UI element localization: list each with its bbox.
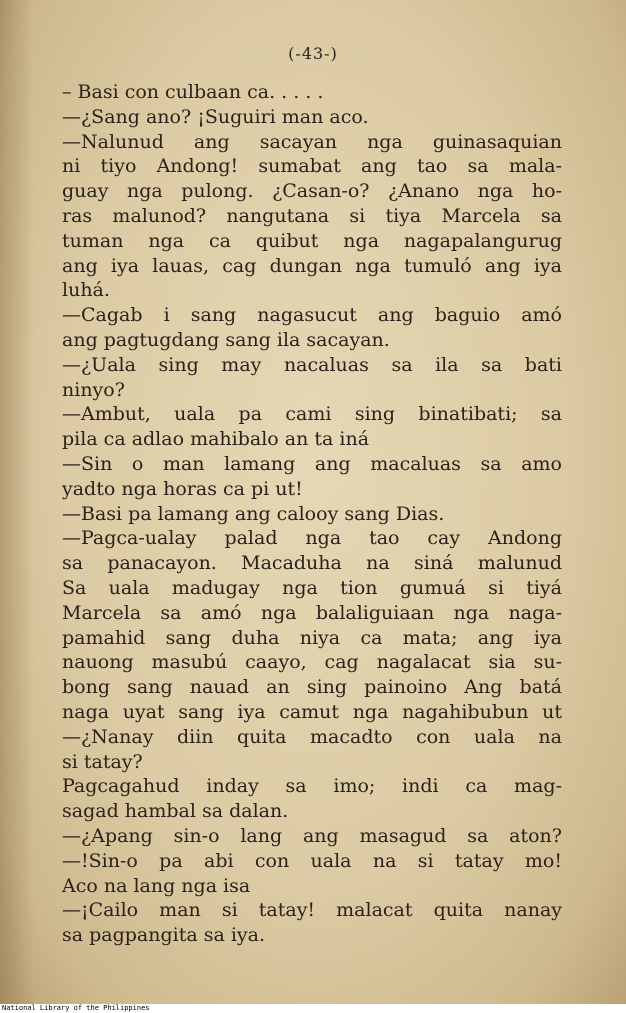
- text-line: yadto nga horas ca pi ut!: [62, 477, 303, 500]
- text-line: naga uyat sang iya camut nga nagahibubun ut: [62, 700, 562, 723]
- text-line: Marcela sa amó nga balaliguiaan nga naga-: [62, 601, 562, 624]
- text-line: – Basi con culbaan ca. . . . .: [62, 81, 324, 103]
- text-line: —Nalunud ang sacayan nga guinasaquian: [62, 130, 562, 153]
- text-line: Pagcagahud inday sa imo; indi ca mag-: [62, 775, 562, 798]
- page-number: (-43-): [288, 44, 338, 63]
- text-line: pila ca adlao mahibalo an ta iná: [62, 428, 370, 451]
- text-line: —Ambut, uala pa cami sing binatibati; sa: [62, 403, 562, 426]
- text-line: sa panacayon. Macaduha na siná malunud: [62, 552, 562, 575]
- text-line: —¿Sang ano? ¡Suguiri man aco.: [62, 105, 369, 128]
- footer-credit: National Library of the Philippines: [2, 1004, 150, 1012]
- text-line: ninyo?: [62, 378, 125, 401]
- text-line: ang pagtugdang sang ila sacayan.: [62, 328, 390, 351]
- text-line: —¡Cailo man si tatay! malacat quita nanay: [62, 899, 562, 922]
- footer-bar: [0, 1004, 626, 1013]
- text-line: bong sang nauad an sing painoino Ang batá: [62, 676, 562, 699]
- text-line: —!Sin-o pa abi con uala na si tatay mo!: [62, 849, 562, 872]
- text-line: tuman nga ca quibut nga nagapalangurug: [62, 229, 562, 252]
- text-line: si tatay?: [62, 750, 143, 773]
- text-line: nauong masubú caayo, cag nagalacat sia su-: [62, 651, 562, 674]
- text-line: Sa uala madugay nga tion gumuá si tiyá: [62, 576, 562, 599]
- body-text: [62, 80, 562, 948]
- text-line: —Cagab i sang nagasucut ang baguio amó: [62, 304, 562, 327]
- text-line: ni tiyo Andong! sumabat ang tao sa mala-: [62, 155, 562, 178]
- text-line: pamahid sang duha niya ca mata; ang iya: [62, 626, 562, 649]
- text-line: —¿Nanay diin quita macadto con uala na: [62, 725, 562, 748]
- text-line: sa pagpangita sa iya.: [62, 924, 266, 947]
- text-line: —¿Uala sing may nacaluas sa ila sa bati: [62, 353, 562, 376]
- text-line: sagad hambal sa dalan.: [62, 800, 289, 823]
- text-line: ras malunod? nangutana si tiya Marcela sa: [62, 204, 562, 227]
- text-line: ang iya lauas, cag dungan nga tumuló ang iya: [62, 254, 562, 277]
- text-line: —Basi pa lamang ang calooy sang Dias.: [62, 502, 445, 525]
- text-line: Aco na lang nga isa: [62, 874, 251, 897]
- text-line: guay nga pulong. ¿Casan-o? ¿Anano nga ho-: [62, 180, 562, 203]
- text-line: luhá.: [62, 279, 110, 302]
- page-gutter-shadow: [0, 0, 34, 1004]
- text-line: —¿Apang sin-o lang ang masagud sa aton?: [62, 824, 562, 847]
- text-line: —Pagca-ualay palad nga tao cay Andong: [62, 527, 562, 550]
- text-line: —Sin o man lamang ang macaluas sa amo: [62, 452, 562, 475]
